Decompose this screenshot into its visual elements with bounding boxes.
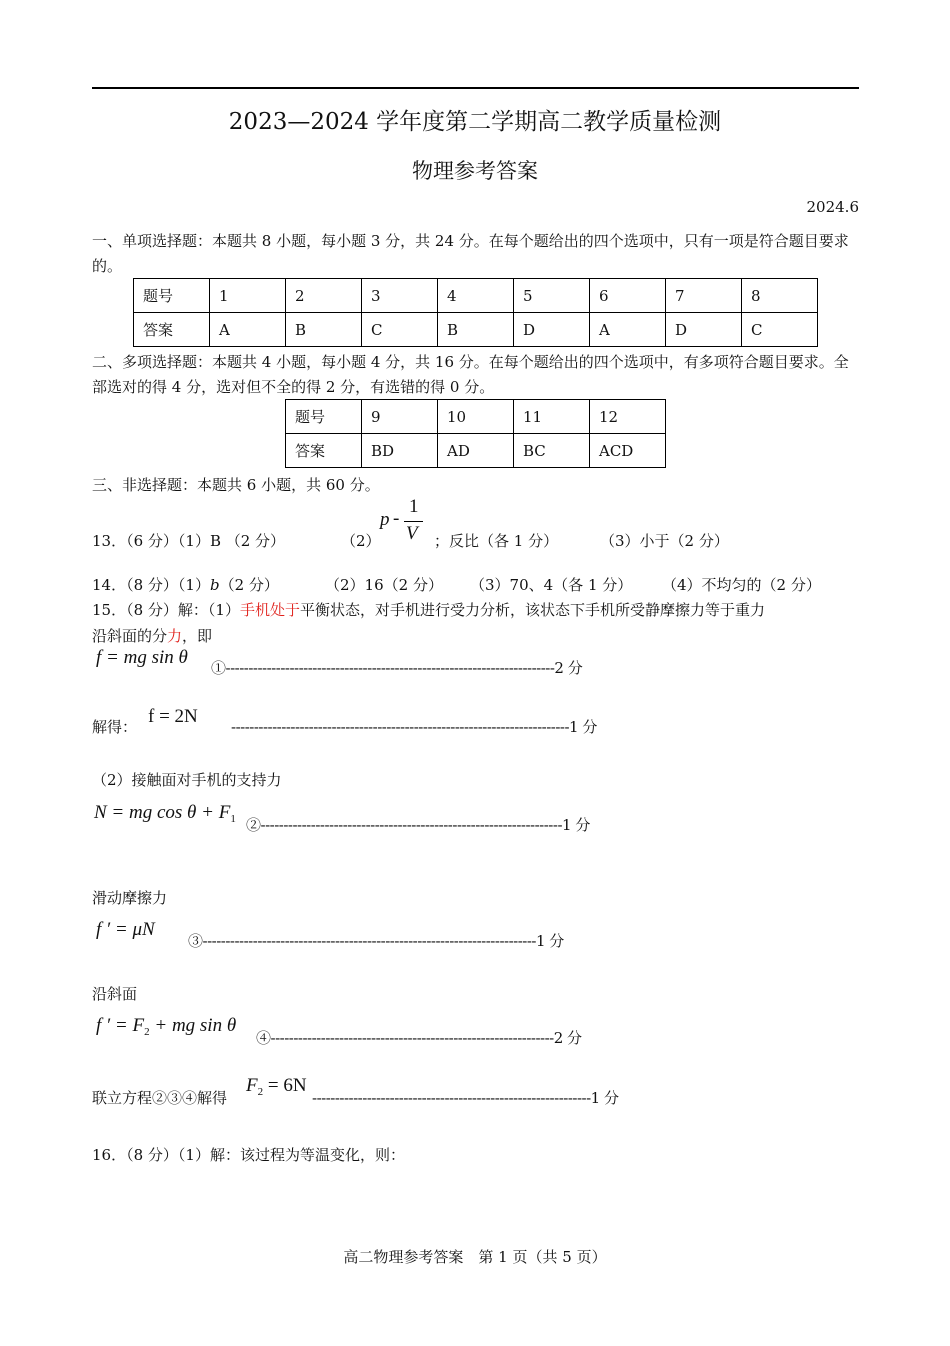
table-cell: 7: [666, 279, 742, 313]
equation-5-subscript: 2: [144, 1026, 150, 1038]
equation-3: [94, 802, 236, 825]
equation-3-subscript: 1: [230, 813, 236, 825]
equation-6: [246, 1075, 307, 1098]
equation-2: [148, 706, 198, 728]
equation-6-score: -------------------------------------------------------------1 分: [312, 1089, 619, 1107]
table-cell: 1: [210, 279, 286, 313]
q13-part2-label: （2）: [341, 532, 381, 550]
table-cell: 答案: [134, 313, 210, 347]
q15-line2-a: 沿斜面的分: [92, 627, 168, 645]
q14-part2: （2）16（2 分）: [325, 576, 443, 594]
q14-part3: （3）70、4（各 1 分）: [470, 576, 633, 594]
q13-formula-p: p: [380, 509, 390, 530]
answer-table-multi: [285, 399, 666, 468]
q13-part1: 13．（6 分）（1）B （2 分）: [92, 532, 286, 550]
q15-line2-red: 力: [167, 627, 183, 645]
equation-5-a: f ′ = F: [96, 1015, 145, 1036]
section1-intro: 一、单项选择题：本题共 8 小题，每小题 3 分，共 24 分。在每个题给出的四个选项中，只有一项是符合题目要求的。: [92, 232, 849, 275]
top-rule: [92, 87, 859, 89]
equation-5-score: ④--------------------------------------------------------------2 分: [256, 1029, 582, 1047]
table-row: [134, 313, 818, 347]
q14-part1-score: （2 分）: [219, 576, 279, 594]
table-cell: B: [438, 313, 514, 347]
table-cell: ACD: [590, 434, 666, 468]
table-row: [134, 279, 818, 313]
q15-line1-red: 手机处于: [239, 601, 300, 619]
slope-label: 沿斜面: [92, 985, 138, 1003]
table-row: [286, 434, 666, 468]
page-footer: 高二物理参考答案 第 1 页（共 5 页）: [343, 1248, 607, 1266]
q13-formula-minus: -: [393, 508, 400, 529]
fraction-bar: [404, 521, 423, 522]
equation-6-a: F: [246, 1075, 258, 1096]
table-cell: BD: [362, 434, 438, 468]
q15-line1: [92, 599, 765, 620]
q15-part2-label: （2）接触面对手机的支持力: [92, 771, 282, 789]
equation-2-text: f = 2N: [148, 706, 198, 727]
table-cell: 4: [438, 279, 514, 313]
table-cell: AD: [438, 434, 514, 468]
q14-answer-b: b: [209, 576, 220, 594]
table-cell: 10: [438, 400, 514, 434]
table-cell: 3: [362, 279, 438, 313]
q15-line2: [92, 625, 212, 646]
table-cell: C: [362, 313, 438, 347]
equation-5-b: + mg sin θ: [149, 1015, 237, 1036]
q13-part2-rest: ；反比（各 1 分）: [434, 532, 559, 550]
equation-1-score: ①------------------------------------------------------------------------2 分: [211, 659, 583, 677]
equation-1: f = mg sin θ: [96, 647, 188, 668]
q13-part3: （3）小于（2 分）: [600, 532, 729, 550]
section3-intro: 三、非选择题：本题共 6 小题，共 60 分。: [92, 476, 380, 494]
q14-part1: 14．（8 分）（1）: [92, 576, 210, 594]
table-cell: 8: [742, 279, 818, 313]
table-cell: 题号: [286, 400, 362, 434]
table-cell: 11: [514, 400, 590, 434]
equation-3-main: N = mg cos θ + F: [94, 802, 231, 823]
table-row: [286, 400, 666, 434]
equation-5: [96, 1015, 236, 1038]
q14-line: [92, 574, 279, 595]
table-cell: 题号: [134, 279, 210, 313]
table-cell: 2: [286, 279, 362, 313]
equation-4-score: ③-------------------------------------------------------------------------1 分: [188, 932, 564, 950]
table-cell: D: [666, 313, 742, 347]
q15-line2-b: ，即: [182, 627, 213, 645]
page-subtitle: 物理参考答案: [412, 159, 538, 183]
q16-line1: 16．（8 分）（1）解：该过程为等温变化，则：: [92, 1146, 405, 1164]
section2-intro: 二、多项选择题：本题共 4 小题，每小题 4 分，共 16 分。在每个题给出的四个选项中，有多项符合题目要求。全部选对的得 4 分，选对但不全的得 2 分，有选错的得 0 分。: [92, 353, 849, 396]
q13-formula-denominator: V: [406, 523, 418, 544]
table-cell: 答案: [286, 434, 362, 468]
q15-line1-b: 平衡状态，对手机进行受力分析，该状态下手机所受静摩擦力等于重力: [299, 601, 765, 619]
friction-label: 滑动摩擦力: [92, 889, 168, 907]
table-cell: 9: [362, 400, 438, 434]
date: 2024.6: [806, 198, 859, 216]
table-cell: BC: [514, 434, 590, 468]
q15-line1-a: 15．（8 分）解：（1）: [92, 601, 240, 619]
answer-table-single: [133, 278, 818, 347]
q14-part4: （4）不均匀的（2 分）: [662, 576, 821, 594]
table-cell: B: [286, 313, 362, 347]
solve-label: 解得：: [92, 718, 138, 736]
equation-2-score: --------------------------------------------------------------------------1 分: [231, 718, 597, 736]
page-title: 2023—2024 学年度第二学期高二教学质量检测: [228, 109, 722, 135]
table-cell: 12: [590, 400, 666, 434]
equation-3-score: ②------------------------------------------------------------------1 分: [246, 816, 590, 834]
equation-6-b: = 6N: [263, 1075, 307, 1096]
table-cell: 5: [514, 279, 590, 313]
table-cell: D: [514, 313, 590, 347]
equation-4: f ′ = μN: [96, 919, 155, 940]
q13-formula-numerator: 1: [409, 496, 419, 517]
combine-label: 联立方程②③④解得: [92, 1089, 228, 1107]
table-cell: A: [210, 313, 286, 347]
table-cell: 6: [590, 279, 666, 313]
table-cell: A: [590, 313, 666, 347]
table-cell: C: [742, 313, 818, 347]
equation-6-subscript: 2: [257, 1086, 264, 1098]
